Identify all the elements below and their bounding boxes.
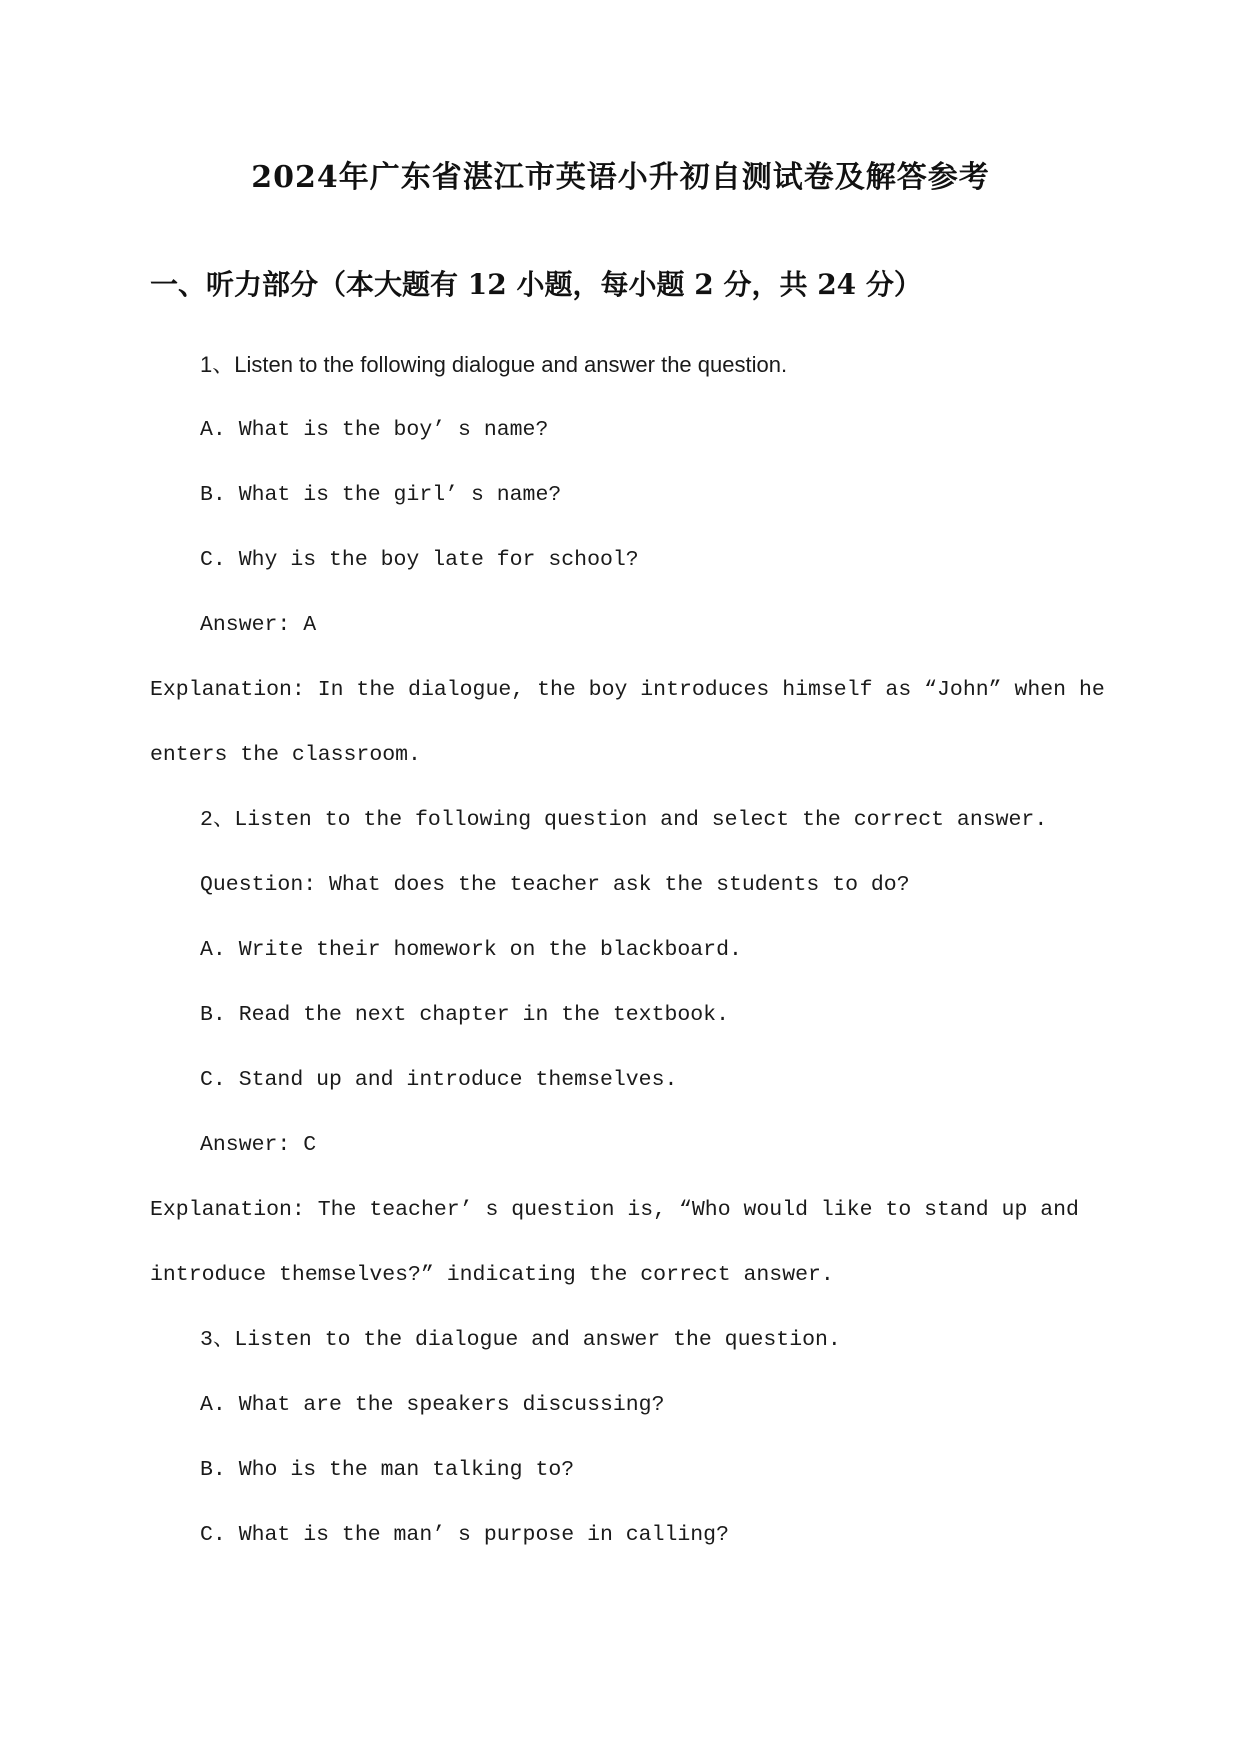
- question-3-option-a: A. What are the speakers discussing?: [200, 1393, 665, 1417]
- question-1-option-b: B. What is the girl’ s name?: [200, 483, 562, 507]
- question-3-option-b: B. Who is the man talking to?: [200, 1458, 575, 1482]
- question-2-option-c: C. Stand up and introduce themselves.: [200, 1068, 678, 1092]
- question-2-explanation-line-2: introduce themselves?” indicating the correct answer.: [150, 1263, 834, 1287]
- question-2-option-b: B. Read the next chapter in the textbook.: [200, 1003, 729, 1027]
- question-1-prompt: 1、Listen to the following dialogue and answer the question.: [200, 352, 788, 377]
- question-1-explanation-line-2: enters the classroom.: [150, 743, 421, 767]
- question-1-answer: Answer: A: [200, 613, 317, 637]
- question-2-explanation-line-1: Explanation: The teacher’ s question is, “Who would like to stand up and: [150, 1198, 1079, 1222]
- document-title: 2024年广东省湛江市英语小升初自测试卷及解答参考: [251, 160, 990, 195]
- section-heading-listening: 一、听力部分（本大题有 12 小题，每小题 2 分，共 24 分）: [150, 268, 922, 301]
- question-2-prompt: 2、Listen to the following question and select the correct answer.: [200, 808, 1048, 832]
- question-1-explanation-line-1: Explanation: In the dialogue, the boy introduces himself as “John” when he: [150, 678, 1105, 702]
- question-1-option-c: C. Why is the boy late for school?: [200, 548, 639, 572]
- question-3-prompt: 3、Listen to the dialogue and answer the question.: [200, 1328, 841, 1352]
- question-2-question: Question: What does the teacher ask the students to do?: [200, 873, 910, 897]
- question-3-option-c: C. What is the man’ s purpose in calling?: [200, 1523, 729, 1547]
- question-2-option-a: A. Write their homework on the blackboard.: [200, 938, 742, 962]
- question-2-answer: Answer: C: [200, 1133, 317, 1157]
- question-1-option-a: A. What is the boy’ s name?: [200, 418, 549, 442]
